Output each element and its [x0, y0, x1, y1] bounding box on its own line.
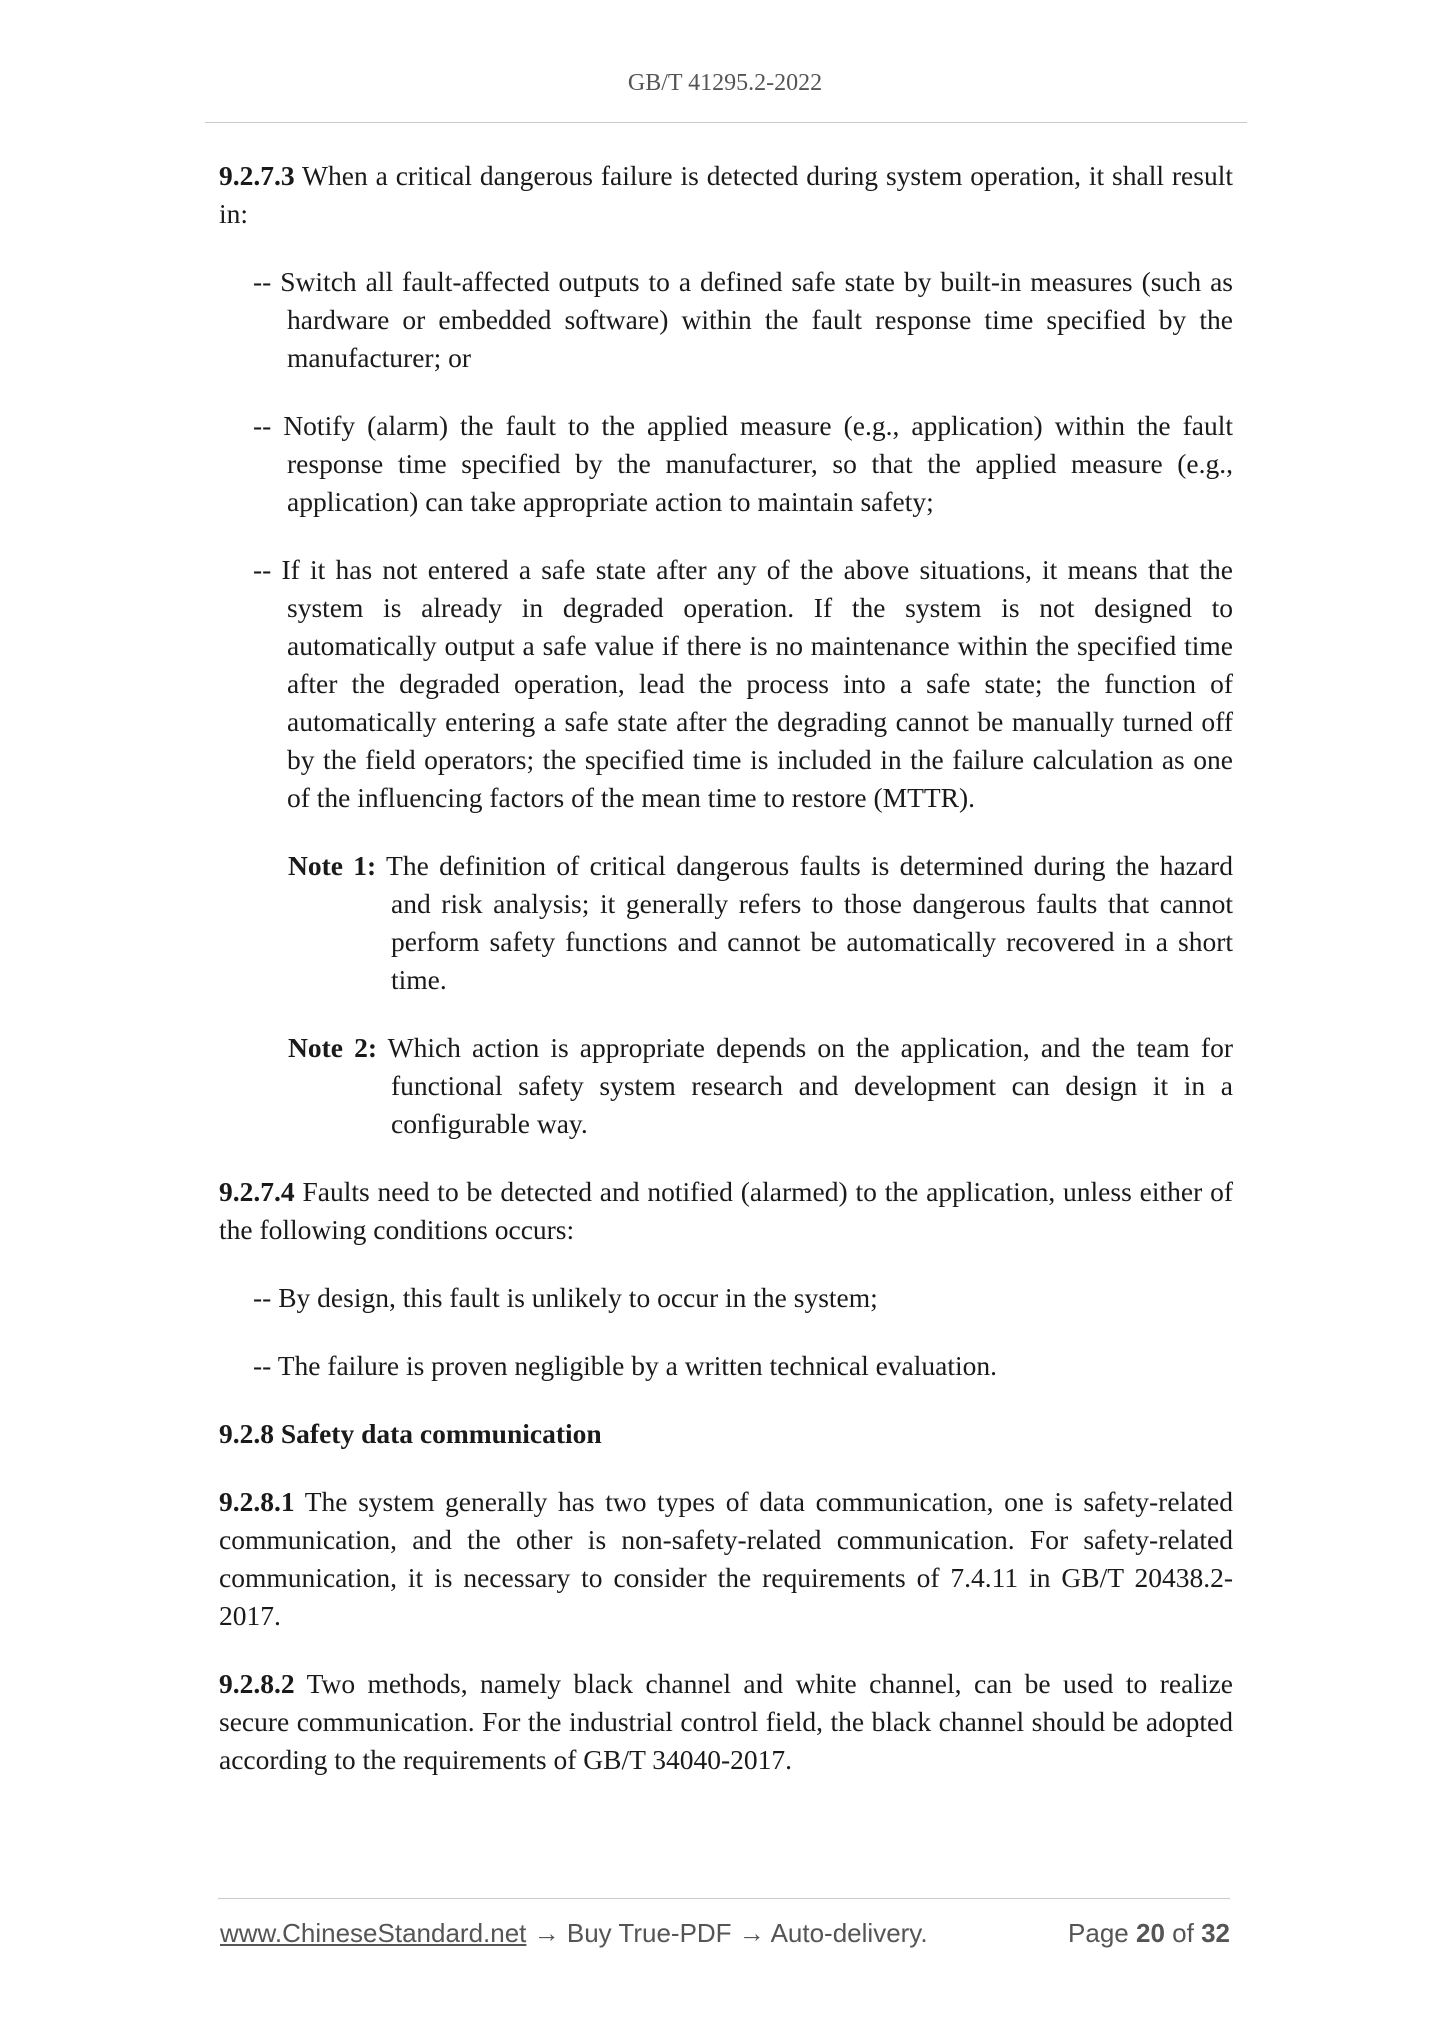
clause-9-2-8-2 — [219, 1665, 1233, 1779]
clause-text: When a critical dangerous failure is detected during system operation, it shall result in: — [219, 160, 1233, 229]
note-text: The definition of critical dangerous faults is determined during the hazard and risk analysis; it generally refers to those dangerous faults that cannot perform safety functions and cannot be automatically recovered in a short time. — [376, 850, 1233, 995]
clause-number: 9.2.7.3 — [219, 160, 295, 191]
list-item: -- If it has not entered a safe state after any of the above situations, it means that the system is already in degraded operation. If the system is not designed to automatically output a safe value if there is no maintenance within the specified time after the degraded operation, lead the process into a safe state; the function of automatically entering a safe state after the degrading cannot be manually turned off by the field operators; the specified time is included in the failure calculation as one of the influencing factors of the mean time to restore (MTTR). — [253, 554, 1233, 813]
list-item: -- Notify (alarm) the fault to the applied measure (e.g., application) within the fault response time specified by the manufacturer, so that the applied measure (e.g., application) can take appropriate action to maintain safety; — [253, 410, 1233, 517]
page-indicator — [1068, 1918, 1230, 1949]
page-total: 32 — [1201, 1918, 1230, 1948]
section-heading-9-2-8: 9.2.8 Safety data communication — [219, 1418, 602, 1449]
page-word: Page — [1068, 1918, 1129, 1948]
note-1 — [219, 847, 1233, 999]
header-divider — [205, 122, 1247, 123]
clause-9-2-8-1 — [219, 1483, 1233, 1635]
note-label: Note 1: — [288, 850, 377, 881]
list-item: -- Switch all fault-affected outputs to a defined safe state by built-in measures (such as hardware or embedded software) within the fault response time specified by the manufacturer; or — [253, 266, 1233, 373]
list-item: -- The failure is proven negligible by a written technical evaluation. — [253, 1350, 998, 1381]
page-number: 20 — [1136, 1918, 1165, 1948]
clause-text: Two methods, namely black channel and white channel, can be used to realize secure communication. For the industrial control field, the black channel should be adopted according to the requirements of GB/T 34040-2017. — [219, 1668, 1233, 1775]
footer-tagline: → Buy True-PDF → Auto-delivery. — [526, 1918, 928, 1948]
note-label: Note 2: — [288, 1032, 377, 1063]
clause-9-2-7-3 — [219, 157, 1233, 233]
clause-text: The system generally has two types of data communication, one is safety-related communication, and the other is non-safety-related communication. For safety-related communication, it is necessary to consider the requirements of 7.4.11 in GB/T 20438.2-2017. — [219, 1486, 1233, 1631]
page-header: GB/T 41295.2-2022 — [627, 70, 823, 96]
clause-number: 9.2.8.1 — [219, 1486, 295, 1517]
footer-promo — [220, 1918, 928, 1949]
footer-divider — [218, 1898, 1230, 1899]
clause-number: 9.2.8.2 — [219, 1668, 295, 1699]
page-footer — [220, 1918, 1230, 1958]
list-item: -- By design, this fault is unlikely to occur in the system; — [253, 1282, 878, 1313]
note-2 — [219, 1029, 1233, 1143]
website-link[interactable]: www.ChineseStandard.net — [220, 1918, 527, 1948]
clause-text: Faults need to be detected and notified (alarmed) to the application, unless either of the following conditions occurs: — [219, 1176, 1233, 1245]
clause-number: 9.2.7.4 — [219, 1176, 295, 1207]
note-text: Which action is appropriate depends on the application, and the team for functional safety system research and development can design it in a configurable way. — [377, 1032, 1233, 1139]
document-body — [219, 157, 1233, 1809]
of-word: of — [1172, 1918, 1194, 1948]
clause-9-2-7-4 — [219, 1173, 1233, 1249]
